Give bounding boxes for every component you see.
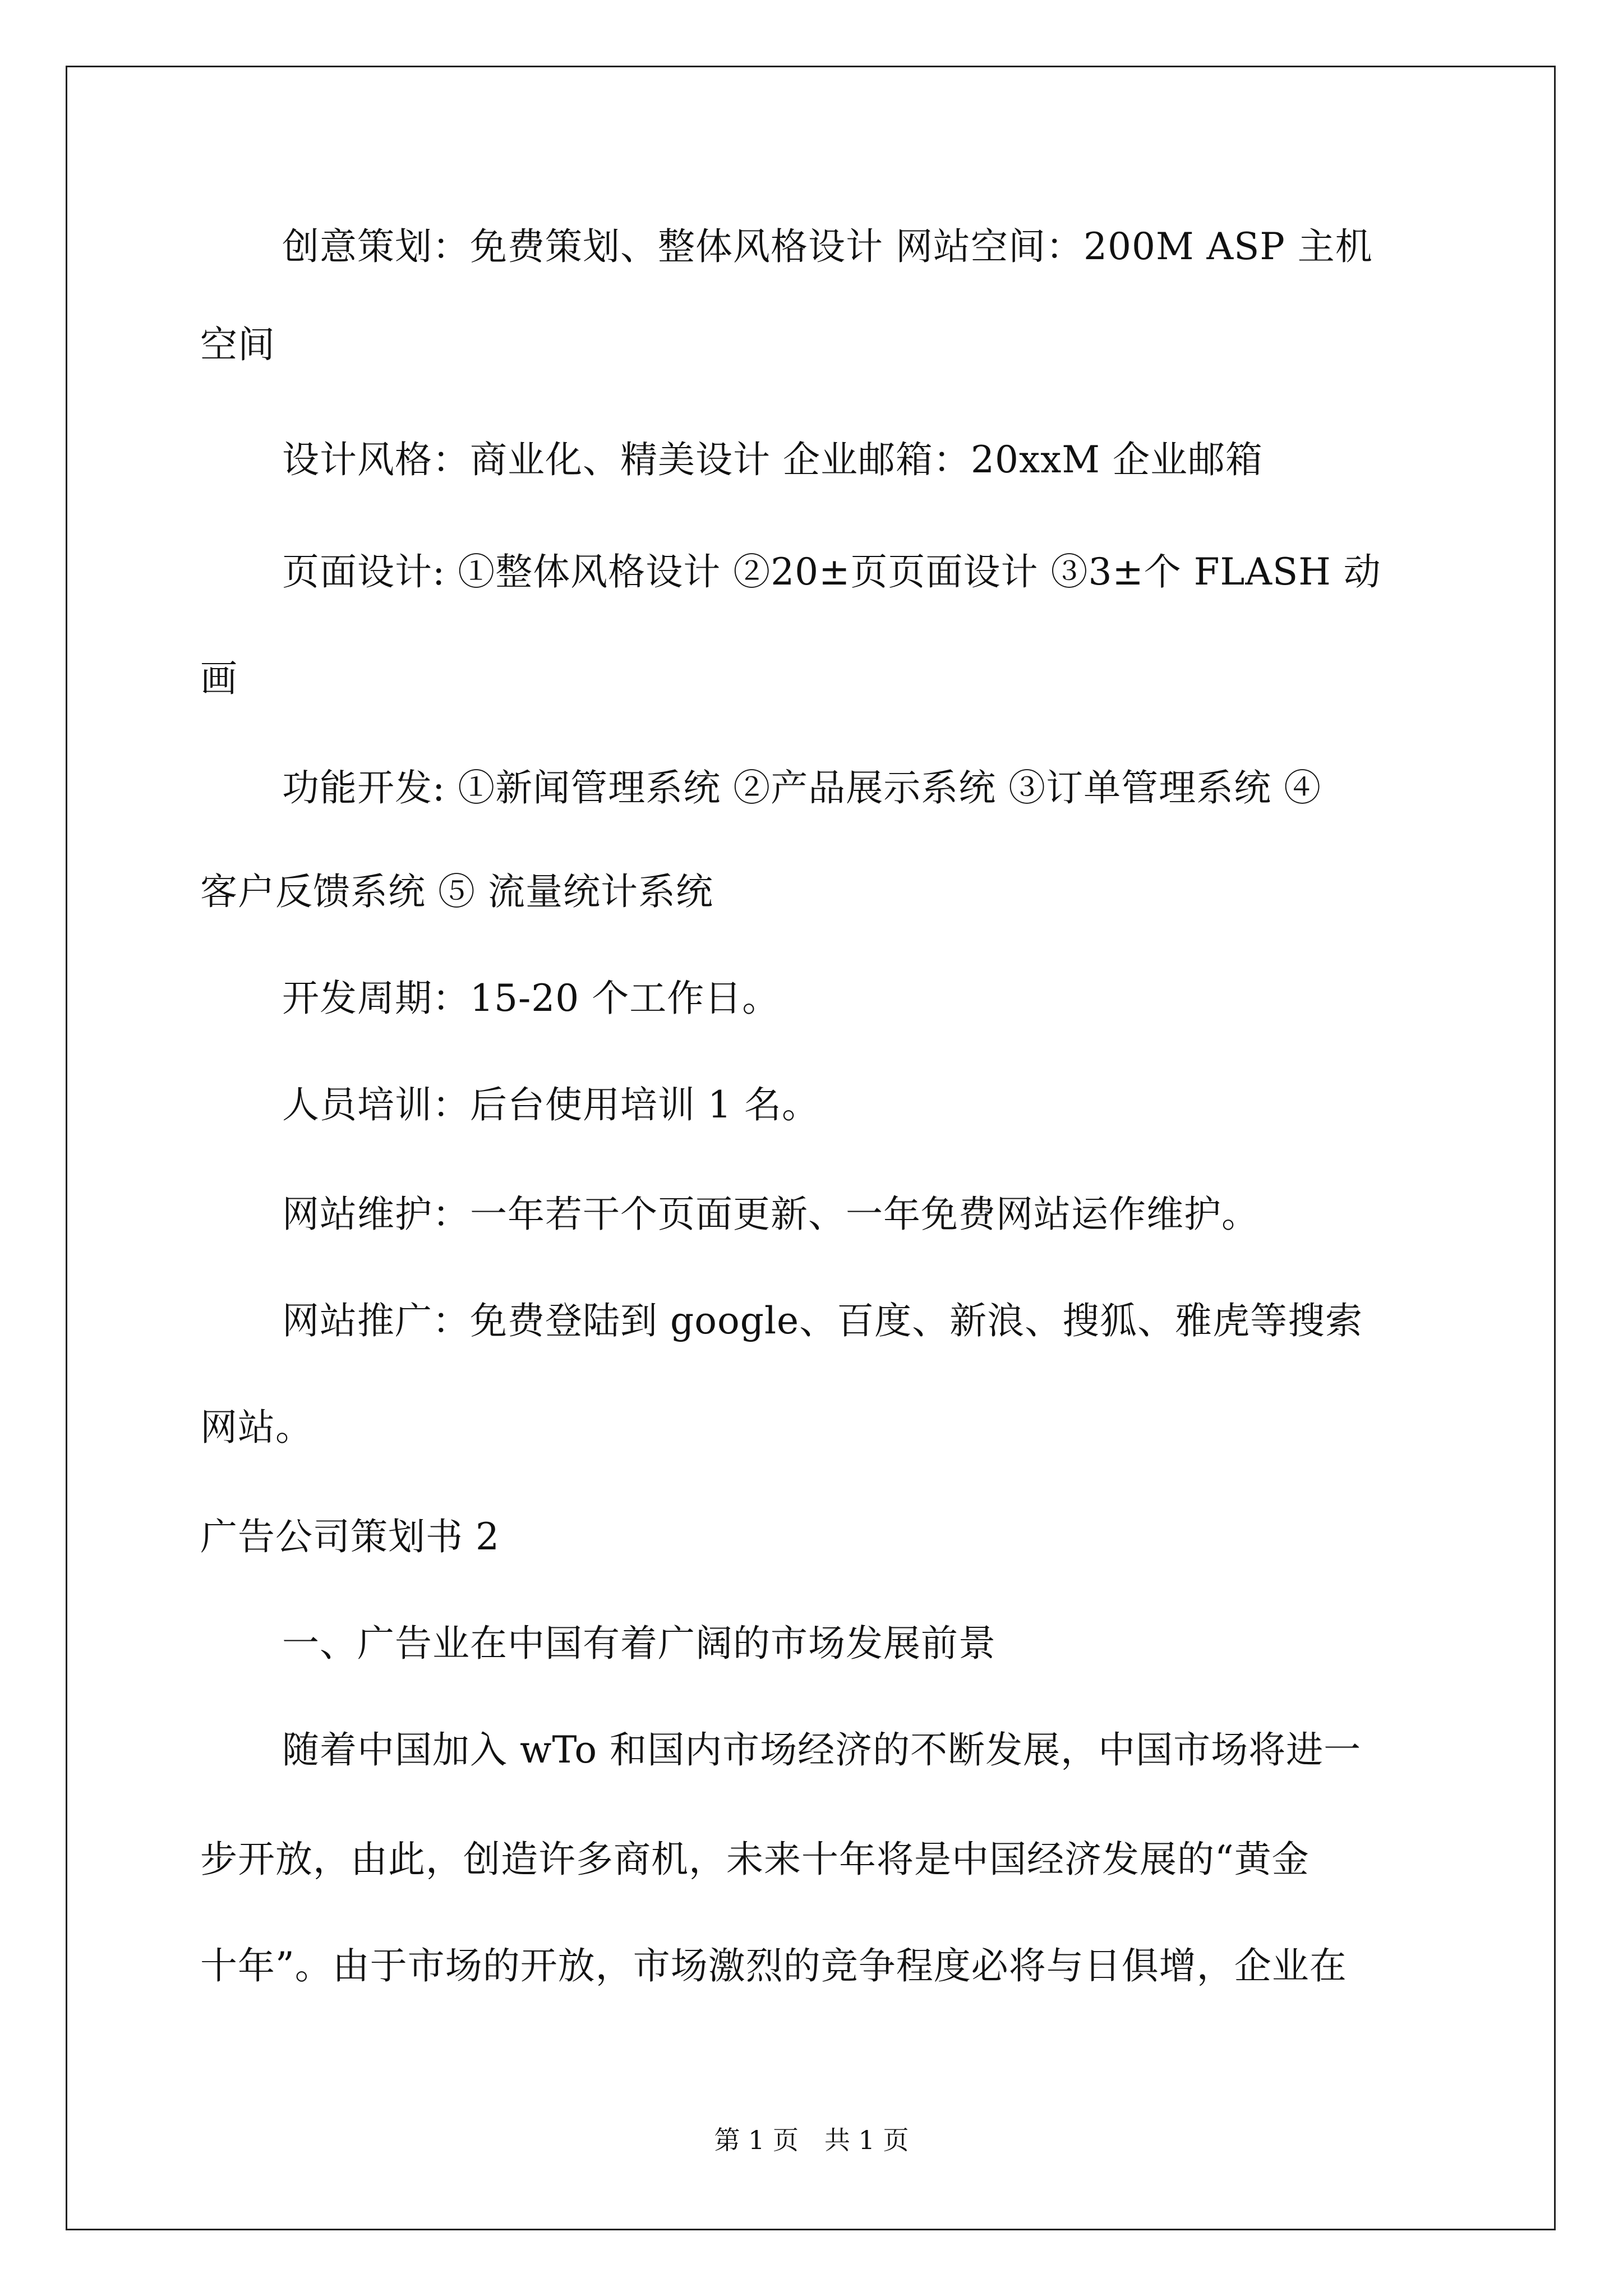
paragraph-line: 设计风格：商业化、精美设计 企业邮箱：20xxM 企业邮箱 <box>282 438 1263 481</box>
paragraph-line: 随着中国加入 wTo 和国内市场经济的不断发展，中国市场将进一 <box>282 1728 1362 1772</box>
paragraph-line: 步开放，由此，创造许多商机，未来十年将是中国经济发展的“黄金 <box>200 1838 1310 1881</box>
paragraph-line: 十年”。由于市场的开放，市场激烈的竞争程度必将与日俱增，企业在 <box>200 1944 1347 1987</box>
section-heading: 一、广告业在中国有着广阔的市场发展前景 <box>282 1622 996 1665</box>
paragraph-line: 客户反馈系统 ⑤ 流量统计系统 <box>200 870 713 913</box>
paragraph-line: 网站维护：一年若干个页面更新、一年免费网站运作维护。 <box>282 1193 1259 1236</box>
paragraph-line: 网站推广：免费登陆到 google、百度、新浪、搜狐、雅虎等搜索 <box>282 1299 1363 1342</box>
paragraph-line: 创意策划：免费策划、整体风格设计 网站空间：200M ASP 主机 <box>282 225 1373 268</box>
section-title: 广告公司策划书 2 <box>200 1515 500 1558</box>
paragraph-line: 人员培训：后台使用培训 1 名。 <box>282 1083 819 1126</box>
paragraph-line: 空间 <box>200 323 275 366</box>
page-footer: 第 1 页 共 1 页 <box>714 2125 909 2155</box>
paragraph-line: 画 <box>200 657 238 700</box>
page-border <box>66 66 1556 2230</box>
paragraph-line: 开发周期：15-20 个工作日。 <box>282 977 780 1020</box>
paragraph-line: 页面设计: ①整体风格设计 ②20±页页面设计 ③3±个 FLASH 动 <box>282 550 1381 593</box>
paragraph-line: 功能开发: ①新闻管理系统 ②产品展示系统 ③订单管理系统 ④ <box>282 766 1322 809</box>
paragraph-line: 网站。 <box>200 1406 313 1449</box>
